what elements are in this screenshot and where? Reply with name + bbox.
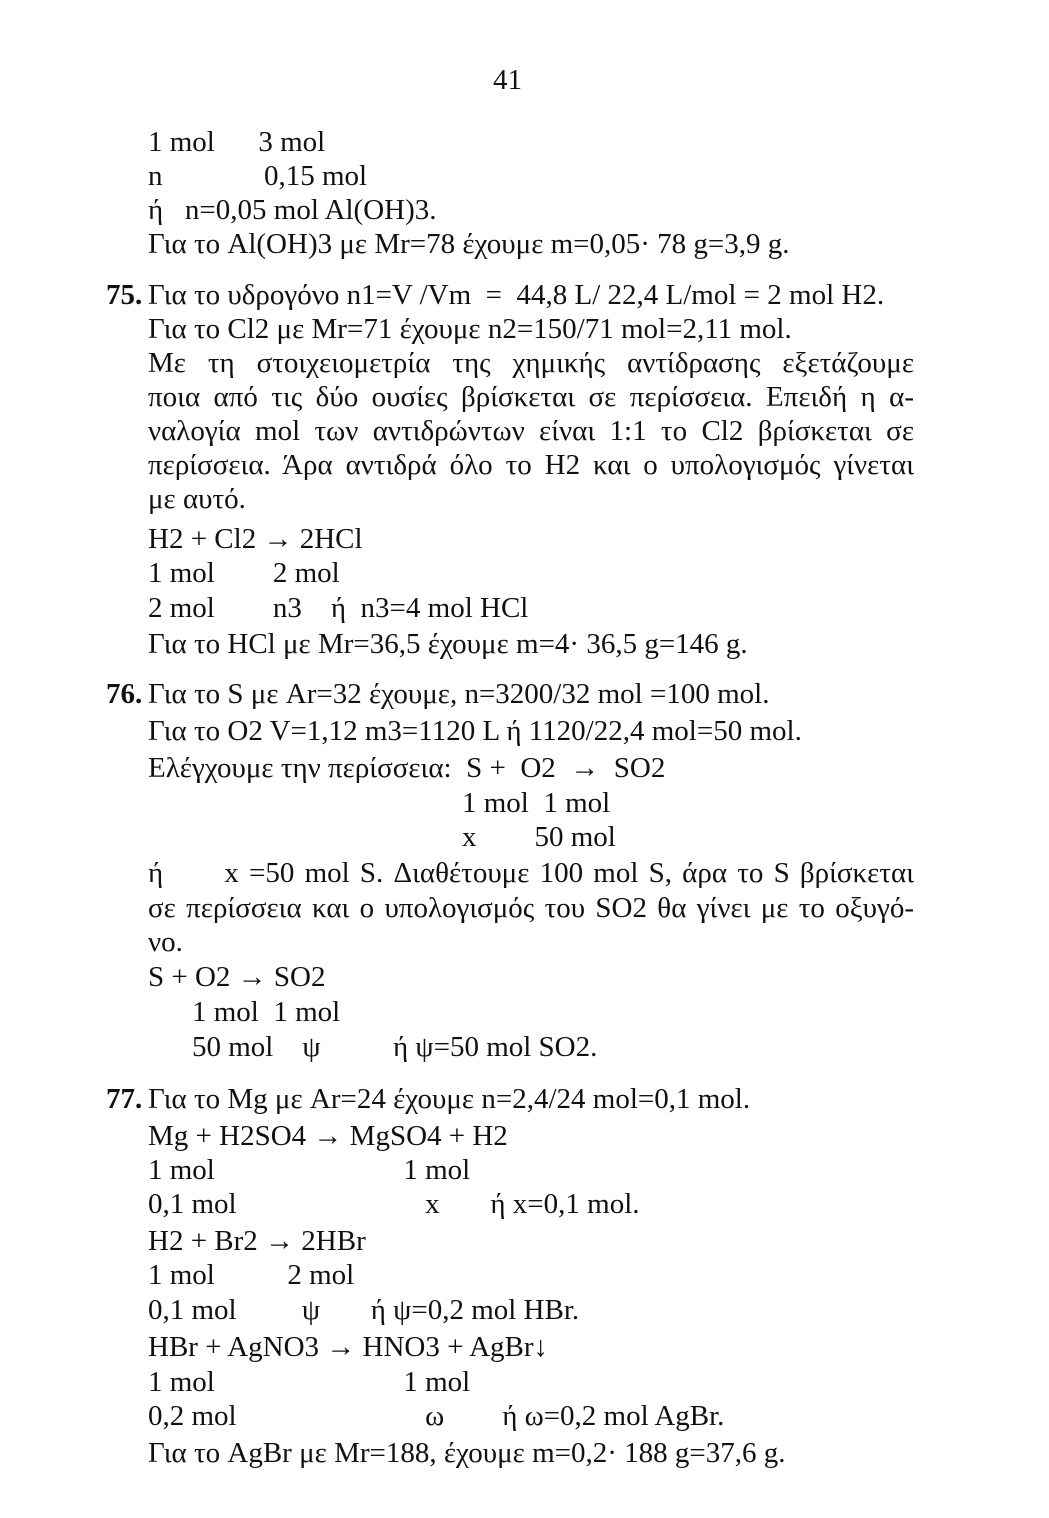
text-line: 1 mol 2 mol — [148, 557, 340, 589]
equation-line: Ελέγχουμε την περίσσεια: S + O2 → SO2 — [148, 752, 666, 784]
equation-line: H2 + Br2 → 2HBr — [148, 1225, 366, 1257]
equation-line: H2 + Cl2 → 2HCl — [148, 523, 363, 555]
problem-number: 75. — [106, 279, 143, 311]
text-line: Για το AgBr με Mr=188, έχουμε m=0,2· 188 g=37,6 g. — [148, 1437, 786, 1469]
text-line: 50 mol ψ ή ψ=50 mol SO2. — [192, 1031, 598, 1063]
text-line: Για το O2 V=1,12 m3=1120 L ή 1120/22,4 mol=50 mol. — [148, 715, 802, 747]
problem-number: 76. — [106, 678, 143, 710]
text-line: 1 mol 1 mol — [148, 1366, 471, 1398]
text-line: 1 mol 2 mol — [148, 1259, 355, 1291]
text-line: με αυτό. — [148, 483, 246, 515]
text-line: Για το S με Ar=32 έχουμε, n=3200/32 mol =100 mol. — [148, 678, 770, 710]
text-line: ή x =50 mol S. Διαθέτουμε 100 mol S, άρα το S βρίσκεται — [148, 857, 914, 889]
text-line: 1 mol 1 mol — [148, 1154, 471, 1186]
text-line: Για το Mg με Ar=24 έχουμε n=2,4/24 mol=0,1 mol. — [148, 1083, 751, 1115]
text-line: Για το Cl2 με Mr=71 έχουμε n2=150/71 mol=2,11 mol. — [148, 313, 792, 345]
equation-line: Mg + H2SO4 → MgSO4 + H2 — [148, 1120, 508, 1152]
equation-line: HBr + AgNO3 → HNO3 + AgBr↓ — [148, 1331, 549, 1363]
page-number: 41 — [493, 64, 522, 96]
text-line: Με τη στοιχειομετρία της χημικής αντίδρασης εξετάζουμε — [148, 347, 914, 379]
text-line: 1 mol 1 mol — [192, 996, 341, 1028]
text-line: 1 mol 1 mol — [462, 787, 611, 819]
text-line: Για το υδρογόνο n1=V /Vm = 44,8 L/ 22,4 L/mol = 2 mol H2. — [148, 279, 885, 311]
problem-number: 77. — [106, 1083, 143, 1115]
text-line: x 50 mol — [462, 821, 616, 853]
text-line: ποια από τις δύο ουσίες βρίσκεται σε περίσσεια. Επειδή η α- — [148, 381, 914, 413]
text-line: n 0,15 mol — [148, 160, 368, 192]
text-line: 0,2 mol ω ή ω=0,2 mol AgBr. — [148, 1400, 725, 1432]
text-line: 0,1 mol x ή x=0,1 mol. — [148, 1188, 640, 1220]
text-line: 2 mol n3 ή n3=4 mol HCl — [148, 592, 529, 624]
text-line: ναλογία mol των αντιδρώντων είναι 1:1 το Cl2 βρίσκεται σε — [148, 415, 914, 447]
text-line: ή n=0,05 mol Al(OH)3. — [148, 194, 437, 226]
text-line: Για το Al(OH)3 με Mr=78 έχουμε m=0,05· 78 g=3,9 g. — [148, 228, 790, 260]
text-line: περίσσεια. Άρα αντιδρά όλο το H2 και ο υπολογισμός γίνεται — [148, 449, 914, 481]
text-line: 0,1 mol ψ ή ψ=0,2 mol HBr. — [148, 1294, 580, 1326]
text-line: νο. — [148, 926, 183, 958]
text-line: 1 mol 3 mol — [148, 126, 326, 158]
text-line: Για το HCl με Mr=36,5 έχουμε m=4· 36,5 g=146 g. — [148, 628, 748, 660]
equation-line: S + O2 → SO2 — [148, 961, 326, 993]
text-line: σε περίσσεια και ο υπολογισμός του SO2 θα γίνει με το οξυγό- — [148, 892, 914, 924]
